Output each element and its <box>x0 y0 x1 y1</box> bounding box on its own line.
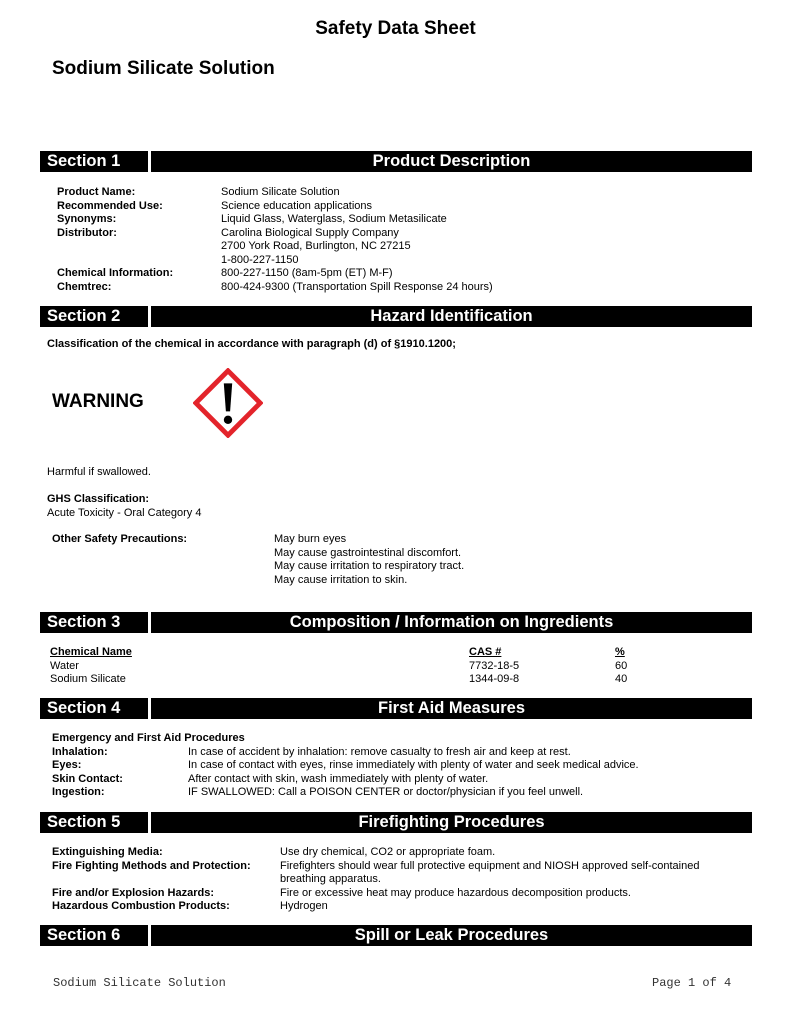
section-3-header <box>40 612 752 633</box>
recommended-use-value: Science education applications <box>221 199 373 212</box>
hazardous-combustion-label: Hazardous Combustion Products: <box>52 900 230 912</box>
first-aid-subtitle: Emergency and First Aid Procedures <box>52 732 245 744</box>
document-title: Safety Data Sheet <box>315 18 476 39</box>
distributor-address: 2700 York Road, Burlington, NC 27215 <box>221 240 411 252</box>
synonyms-value: Liquid Glass, Waterglass, Sodium Metasilicate <box>221 213 447 225</box>
ingestion-label: Ingestion: <box>52 786 105 798</box>
inhalation-value: In case of accident by inhalation: remove casualty to fresh air and keep at rest. <box>188 745 571 758</box>
product-name-label: Product Name: <box>57 186 136 198</box>
table-row-percent: 40 <box>615 673 628 685</box>
skin-contact-value: After contact with skin, wash immediately with plenty of water. <box>188 772 489 785</box>
ghs-classification-value: Acute Toxicity - Oral Category 4 <box>47 506 202 519</box>
chemical-information-label: Chemical Information: <box>57 267 174 279</box>
percent-header: % <box>615 646 625 658</box>
section-6-header <box>40 925 752 946</box>
section-number: Section 1 <box>47 152 121 170</box>
fire-fighting-methods-value: Firefighters should wear full protective equipment and NIOSH approved self-contained <box>280 859 700 872</box>
section-title: Hazard Identification <box>370 307 533 325</box>
distributor-name: Carolina Biological Supply Company <box>221 226 399 239</box>
hazard-statement: Harmful if swallowed. <box>47 466 151 478</box>
inhalation-label: Inhalation: <box>52 745 108 758</box>
classification-statement: Classification of the chemical in accordance with paragraph (d) of §1910.1200; <box>47 338 456 350</box>
skin-contact-label: Skin Contact: <box>52 772 123 785</box>
table-row-chemical: Sodium Silicate <box>50 673 126 685</box>
table-row-percent: 60 <box>615 659 628 672</box>
chemtrec-value: 800-424-9300 (Transportation Spill Response 24 hours) <box>221 280 493 293</box>
fire-fighting-methods-label: Fire Fighting Methods and Protection: <box>52 859 251 872</box>
section-title: Firefighting Procedures <box>358 813 545 831</box>
section-1-header <box>40 151 752 172</box>
section-4-header <box>40 698 752 719</box>
extinguishing-media-label: Extinguishing Media: <box>52 846 163 858</box>
section-number: Section 5 <box>47 813 121 831</box>
precaution-item: May cause irritation to respiratory tract. <box>274 560 465 572</box>
extinguishing-media-value: Use dry chemical, CO2 or appropriate foam. <box>280 846 496 858</box>
chemtrec-label: Chemtrec: <box>57 280 112 293</box>
section-number: Section 6 <box>47 926 121 944</box>
section-title: Composition / Information on Ingredients <box>289 613 614 631</box>
eyes-label: Eyes: <box>52 759 82 771</box>
synonyms-label: Synonyms: <box>57 213 117 225</box>
section-5-header <box>40 812 752 833</box>
fire-explosion-hazards-value: Fire or excessive heat may produce hazardous decomposition products. <box>280 886 631 899</box>
distributor-phone: 1-800-227-1150 <box>221 253 299 266</box>
signal-word: WARNING <box>52 391 144 412</box>
table-row-chemical: Water <box>50 659 79 672</box>
hazardous-combustion-value: Hydrogen <box>280 900 328 912</box>
section-number: Section 3 <box>47 613 121 631</box>
precaution-item: May burn eyes <box>274 533 347 545</box>
product-name-value: Sodium Silicate Solution <box>221 186 340 198</box>
section-title: Product Description <box>372 152 531 170</box>
chemical-name-header: Chemical Name <box>50 646 132 658</box>
cas-number-header: CAS # <box>469 646 502 658</box>
fire-explosion-hazards-label: Fire and/or Explosion Hazards: <box>52 886 214 899</box>
eyes-value: In case of contact with eyes, rinse immediately with plenty of water and seek medical advice. <box>188 759 639 771</box>
section-number: Section 4 <box>47 699 121 717</box>
exclamation-mark-pictogram-icon <box>193 368 263 438</box>
recommended-use-label: Recommended Use: <box>57 199 163 212</box>
ingestion-value: IF SWALLOWED: Call a POISON CENTER or doctor/physician if you feel unwell. <box>188 786 584 798</box>
distributor-label: Distributor: <box>57 226 117 239</box>
section-2-header <box>40 306 752 327</box>
table-row-cas: 1344-09-8 <box>469 673 520 685</box>
product-title: Sodium Silicate Solution <box>52 58 275 79</box>
section-title: First Aid Measures <box>377 699 526 717</box>
ghs-classification-label: GHS Classification: <box>47 493 150 505</box>
footer-product-name: Sodium Silicate Solution <box>53 976 226 990</box>
precaution-item: May cause irritation to skin. <box>274 573 408 586</box>
section-title: Spill or Leak Procedures <box>354 926 549 944</box>
fire-fighting-methods-value-cont: breathing apparatus. <box>280 873 381 885</box>
precaution-item: May cause gastrointestinal discomfort. <box>274 546 462 559</box>
other-safety-precautions-label: Other Safety Precautions: <box>52 533 188 545</box>
chemical-information-value: 800-227-1150 (8am-5pm (ET) M-F) <box>221 267 393 279</box>
page-number: Page 1 of 4 <box>652 976 732 990</box>
section-number: Section 2 <box>47 307 121 325</box>
table-row-cas: 7732-18-5 <box>469 659 520 672</box>
